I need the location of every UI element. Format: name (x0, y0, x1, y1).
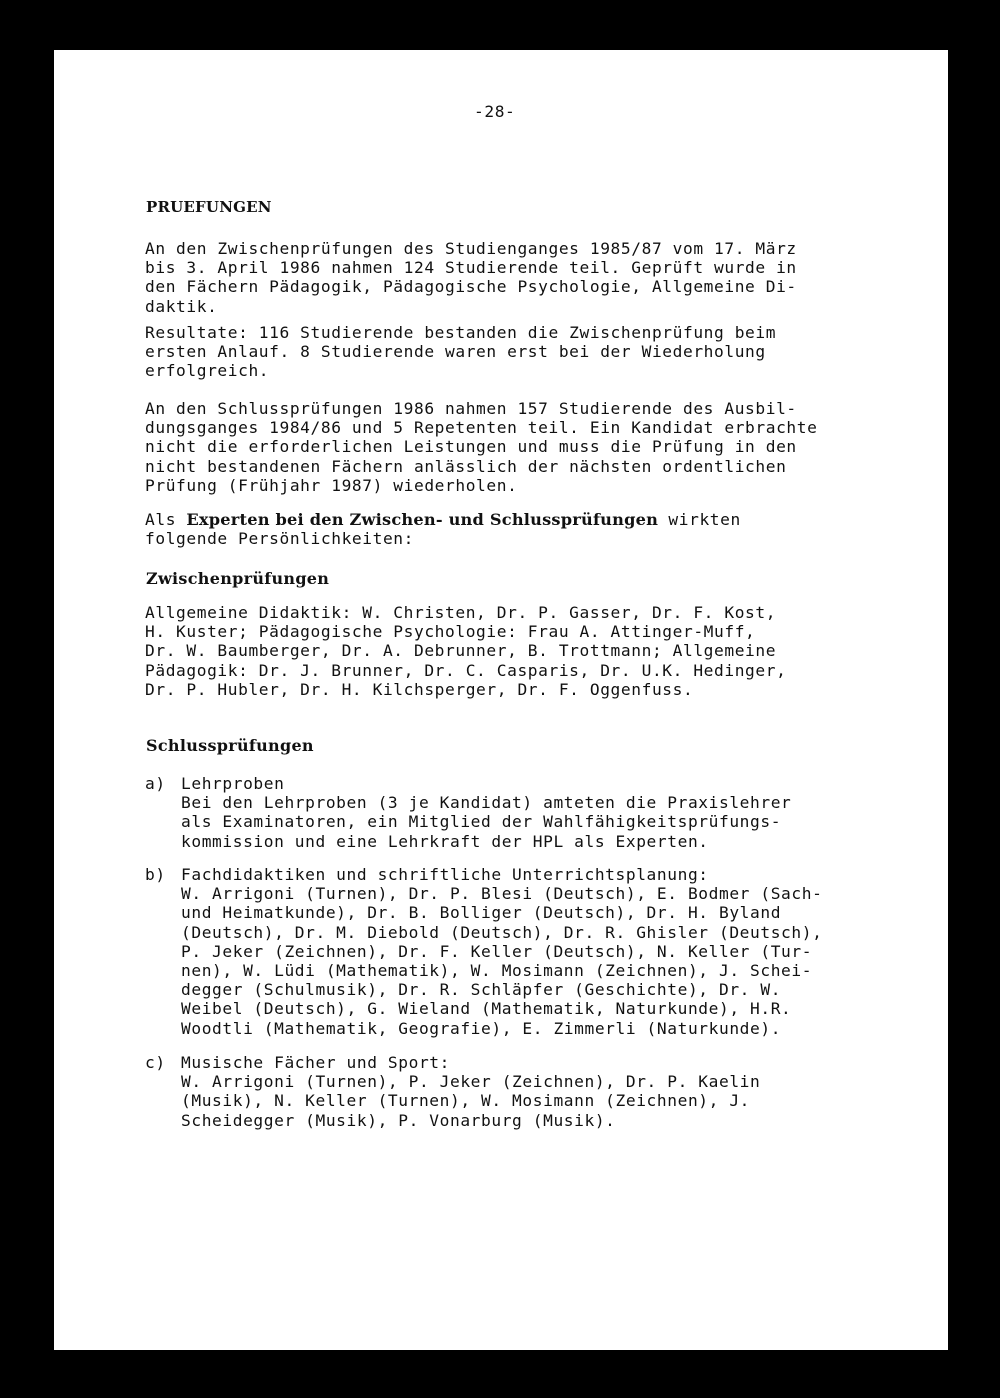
paragraph-resultate (145, 323, 885, 381)
paragraph-experten-zwischen (145, 603, 885, 699)
text-line: den Fächern Pädagogik, Pädagogische Psychologie, Allgemeine Di- (145, 277, 797, 297)
text-line: H. Kuster; Pädagogische Psychologie: Frau A. Attinger-Muff, (145, 622, 756, 642)
text-fragment: wirkten (658, 510, 741, 529)
text-line: degger (Schulmusik), Dr. R. Schläpfer (Geschichte), Dr. W. (181, 980, 782, 1000)
text-line: Resultate: 116 Studierende bestanden die Zwischenprüfung beim (145, 323, 777, 342)
text-line: nen), W. Lüdi (Mathematik), W. Mosimann (Zeichnen), J. Schei- (181, 961, 813, 981)
text-line: An den Zwischenprüfungen des Studienganges 1985/87 vom 17. März (145, 239, 797, 258)
page-number: -28- (474, 102, 516, 121)
text-line: Musische Fächer und Sport: (181, 1053, 450, 1072)
text-line (145, 510, 885, 529)
text-line: bis 3. April 1986 nahmen 124 Studierende teil. Geprüft wurde in (145, 258, 797, 278)
text-line: W. Arrigoni (Turnen), P. Jeker (Zeichnen), Dr. P. Kaelin (181, 1072, 761, 1092)
text-line: (Musik), N. Keller (Turnen), W. Mosimann (Zeichnen), J. (181, 1091, 751, 1111)
text-line: Weibel (Deutsch), G. Wieland (Mathematik, Naturkunde), H.R. (181, 999, 792, 1019)
text-line: Woodtli (Mathematik, Geografie), E. Zimmerli (Naturkunde). (181, 1018, 782, 1038)
text-line: dungsganges 1984/86 und 5 Repetenten teil. Ein Kandidat erbrachte (145, 418, 818, 438)
list-marker: b) (145, 865, 166, 884)
list-item-body (181, 774, 791, 851)
list-marker: c) (145, 1053, 166, 1072)
text-line: Prüfung (Frühjahr 1987) wiederholen. (145, 475, 518, 495)
text-line: kommission und eine Lehrkraft der HPL als Experten. (181, 831, 709, 851)
text-line: nicht bestandenen Fächern anlässlich der nächsten ordentlichen (145, 456, 787, 476)
text-line: folgende Persönlichkeiten: (145, 529, 414, 549)
list-item-body (181, 1053, 760, 1130)
text-line: als Examinatoren, ein Mitglied der Wahlfähigkeitsprüfungs- (181, 812, 782, 832)
text-fragment: Als (145, 510, 187, 529)
list-marker: a) (145, 774, 166, 793)
text-line: W. Arrigoni (Turnen), Dr. P. Blesi (Deutsch), E. Bodmer (Sach- (181, 884, 823, 904)
subheading-zwischenpruefungen: Zwischenprüfungen (146, 569, 330, 588)
text-line: nicht die erforderlichen Leistungen und muss die Prüfung in den (145, 437, 797, 457)
text-line: An den Schlussprüfungen 1986 nahmen 157 Studierende des Ausbil- (145, 399, 797, 418)
bold-phrase: Experten bei den Zwischen- und Schlussprüfungen (186, 510, 659, 529)
text-line: ersten Anlauf. 8 Studierende waren erst bei der Wiederholung (145, 342, 766, 362)
text-line: Allgemeine Didaktik: W. Christen, Dr. P. Gasser, Dr. F. Kost, (145, 603, 777, 622)
text-line: Dr. W. Baumberger, Dr. A. Debrunner, B. Trottmann; Allgemeine (145, 641, 777, 661)
document-page (54, 50, 948, 1350)
text-line: und Heimatkunde), Dr. B. Bolliger (Deutsch), Dr. H. Byland (181, 903, 782, 923)
text-line: P. Jeker (Zeichnen), Dr. F. Keller (Deutsch), N. Keller (Tur- (181, 941, 813, 961)
text-line: (Deutsch), Dr. M. Diebold (Deutsch), Dr. R. Ghisler (Deutsch), (181, 922, 823, 942)
text-line: Pädagogik: Dr. J. Brunner, Dr. C. Casparis, Dr. U.K. Hedinger, (145, 660, 787, 680)
paragraph-zwischenpruefungen (145, 239, 885, 316)
text-line: Dr. P. Hubler, Dr. H. Kilchsperger, Dr. F. Oggenfuss. (145, 679, 694, 699)
subheading-schlusspruefungen: Schlussprüfungen (146, 736, 314, 755)
paragraph-schlusspruefungen (145, 399, 885, 495)
list-item-body (181, 865, 822, 1038)
text-line: erfolgreich. (145, 361, 270, 381)
text-line: Fachdidaktiken und schriftliche Unterrichtsplanung: (181, 865, 709, 884)
text-line: Lehrproben (181, 774, 285, 793)
paragraph-experten (145, 510, 885, 548)
text-line: Scheidegger (Musik), P. Vonarburg (Musik). (181, 1110, 616, 1130)
text-line: Bei den Lehrproben (3 je Kandidat) amteten die Praxislehrer (181, 793, 792, 813)
section-heading: PRUEFUNGEN (146, 198, 272, 216)
text-line: daktik. (145, 296, 218, 316)
